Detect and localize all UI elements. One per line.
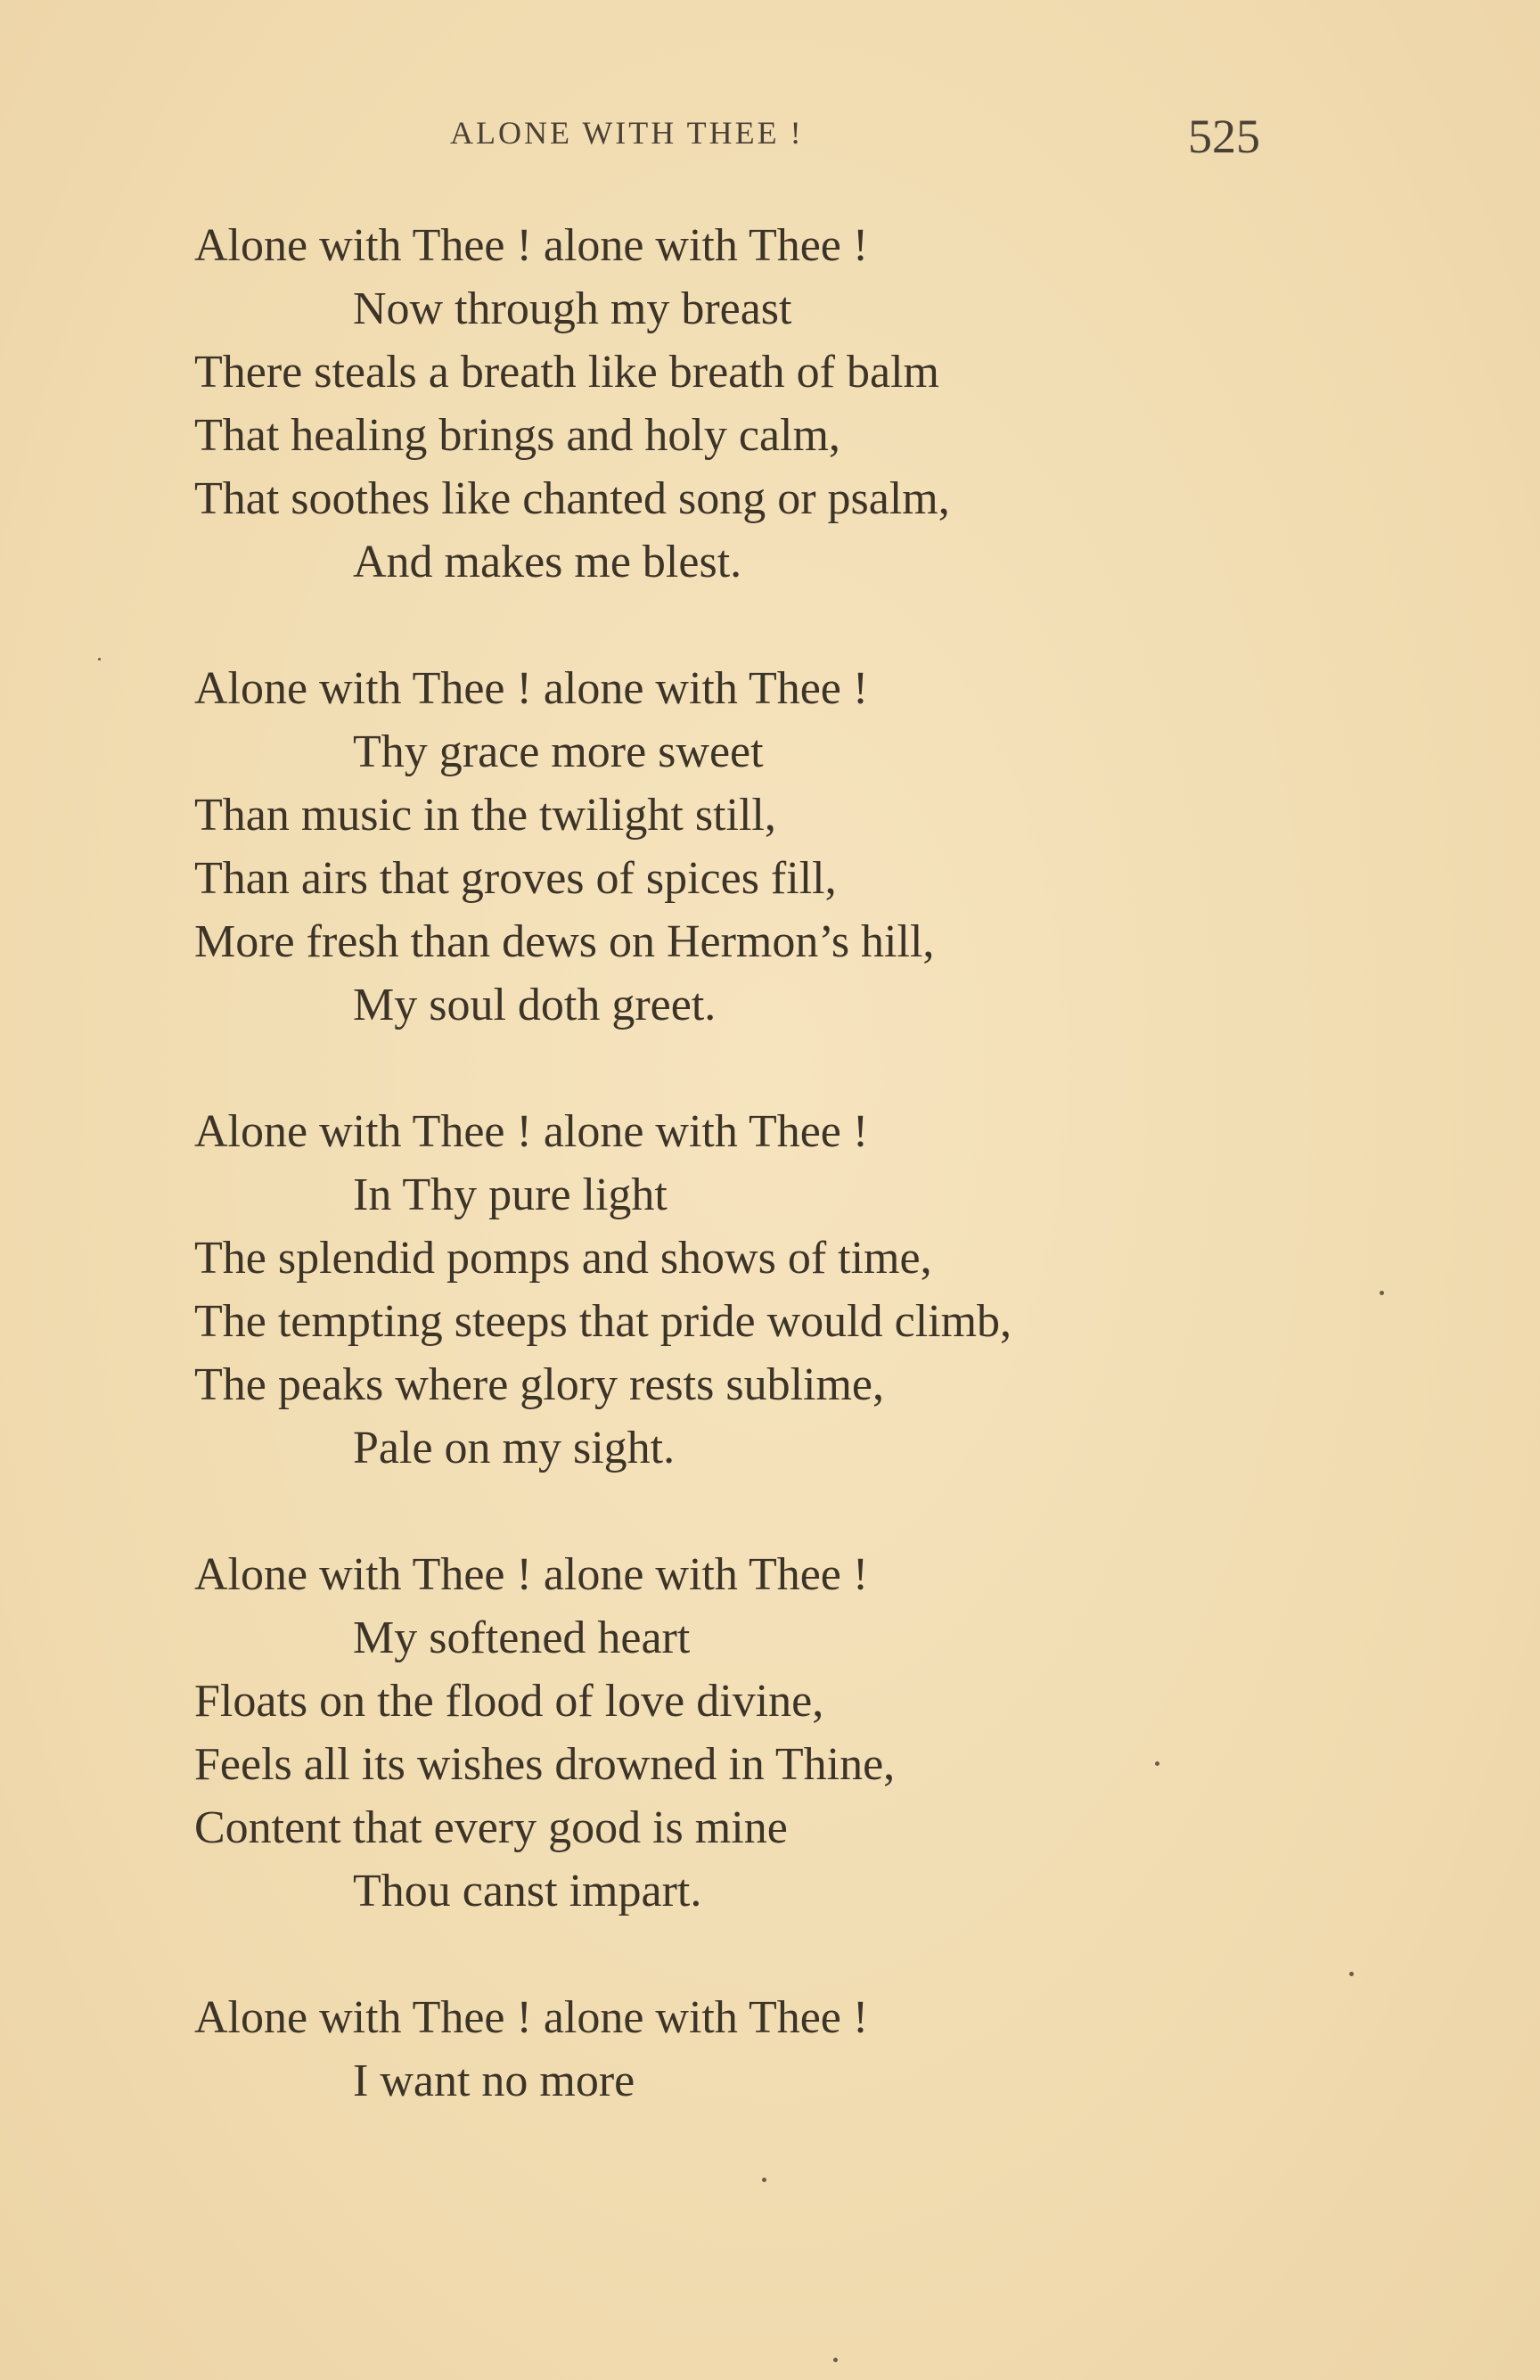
stanza-3 — [194, 1100, 1353, 1480]
poem-line: That healing brings and holy calm, — [194, 410, 840, 461]
poem-line: I want no more — [353, 2056, 635, 2106]
poem-line: That soothes like chanted song or psalm, — [194, 473, 950, 524]
poem-line: And makes me blest. — [353, 537, 742, 587]
poem-line: Now through my breast — [353, 283, 792, 334]
poem-line: My softened heart — [353, 1613, 691, 1663]
poem-line: Alone with Thee ! alone with Thee ! — [194, 663, 869, 714]
poem-line: The tempting steeps that pride would climb, — [194, 1296, 1012, 1347]
stanza-2 — [194, 657, 1353, 1037]
paper-speck — [1349, 1972, 1354, 1976]
stanza-4 — [194, 1543, 1353, 1923]
poem-line: Alone with Thee ! alone with Thee ! — [194, 1549, 869, 1600]
poem-line: Alone with Thee ! alone with Thee ! — [194, 1106, 869, 1157]
poem-line: Thy grace more sweet — [353, 726, 764, 777]
poem-line: Pale on my sight. — [353, 1423, 676, 1473]
paper-speck — [1380, 1291, 1384, 1295]
page-number: 525 — [1188, 110, 1260, 163]
poem-line: More fresh than dews on Hermon’s hill, — [194, 916, 935, 967]
poem-line: Thou canst impart. — [353, 1866, 702, 1916]
poem-line: The peaks where glory rests sublime, — [194, 1359, 885, 1410]
paper-speck — [98, 658, 101, 661]
stanza-5 — [194, 1986, 1353, 2113]
poem-line: Alone with Thee ! alone with Thee ! — [194, 1992, 869, 2043]
paper-speck — [1155, 1761, 1159, 1766]
poem-body — [194, 214, 1353, 2176]
paper-speck — [762, 2178, 766, 2182]
paper-speck — [833, 2358, 838, 2362]
stanza-1 — [194, 214, 1353, 594]
poem-line: There steals a breath like breath of balm — [194, 347, 939, 398]
poem-line: Alone with Thee ! alone with Thee ! — [194, 220, 869, 271]
poem-line: My soul doth greet. — [353, 980, 717, 1030]
running-title: ALONE WITH THEE ! — [450, 115, 804, 151]
poem-line: Feels all its wishes drowned in Thine, — [194, 1739, 896, 1790]
poem-line: Than music in the twilight still, — [194, 790, 776, 841]
poem-line: Than airs that groves of spices fill, — [194, 853, 837, 904]
poem-line: In Thy pure light — [353, 1169, 668, 1220]
poem-line: The splendid pomps and shows of time, — [194, 1233, 932, 1284]
poem-line: Content that every good is mine — [194, 1802, 788, 1853]
poem-line: Floats on the flood of love divine, — [194, 1676, 824, 1727]
